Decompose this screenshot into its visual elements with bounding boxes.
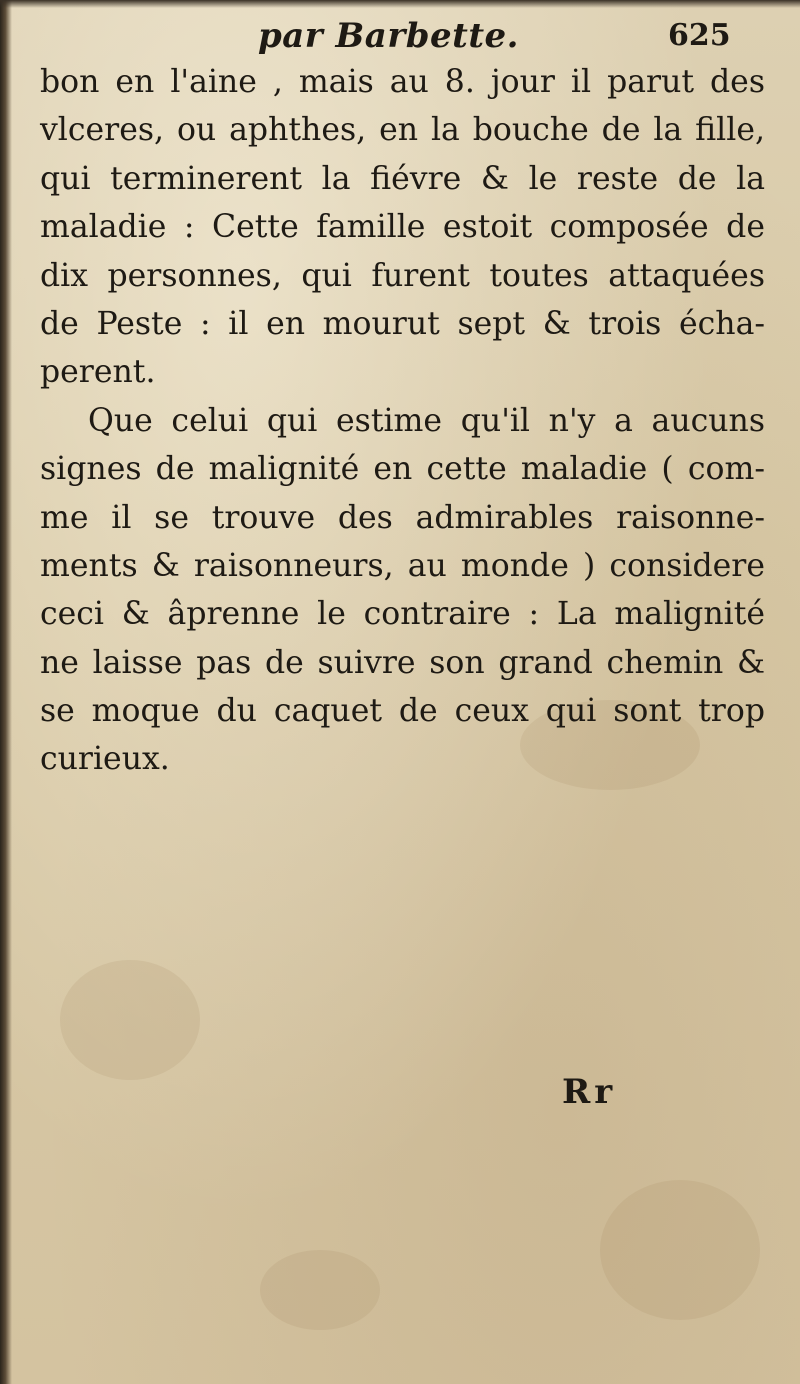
- text-line: ceci & âprenne le contraire : La malignité: [40, 596, 765, 633]
- paper-stain: [260, 1250, 380, 1330]
- text-line: qui terminerent la fiévre & le reste de la: [40, 160, 765, 197]
- paper-stain: [600, 1180, 760, 1320]
- text-line: perent.: [40, 354, 156, 391]
- text-line: se moque du caquet de ceux qui sont trop: [40, 693, 765, 730]
- text-line: maladie : Cette famille estoit composée de: [40, 209, 765, 246]
- body-text: [40, 58, 765, 784]
- text-line: dix personnes, qui furent toutes attaquées: [40, 257, 765, 294]
- text-line: me il se trouve des admirables raisonne-: [40, 499, 765, 536]
- text-line: curieux.: [40, 741, 170, 778]
- text-line: vlceres, ou aphthes, en la bouche de la fille,: [40, 112, 765, 149]
- text-line: signes de malignité en cette maladie ( com-: [40, 451, 765, 488]
- top-edge: [0, 0, 800, 8]
- running-head: par Barbette.: [258, 16, 520, 56]
- signature-mark: Rr: [562, 1072, 617, 1112]
- text-line: ments & raisonneurs, au monde ) considere: [40, 547, 765, 584]
- text-line: ne laisse pas de suivre son grand chemin &: [40, 644, 765, 681]
- text-line: bon en l'aine , mais au 8. jour il parut des: [40, 64, 765, 100]
- text-line: de Peste : il en mourut sept & trois écha-: [40, 305, 765, 342]
- page-header: [0, 14, 800, 62]
- text-line: Que celui qui estime qu'il n'y a aucuns: [88, 402, 765, 439]
- paper-stain: [60, 960, 200, 1080]
- binding-edge: [0, 0, 12, 1384]
- page-number: 625: [668, 18, 731, 53]
